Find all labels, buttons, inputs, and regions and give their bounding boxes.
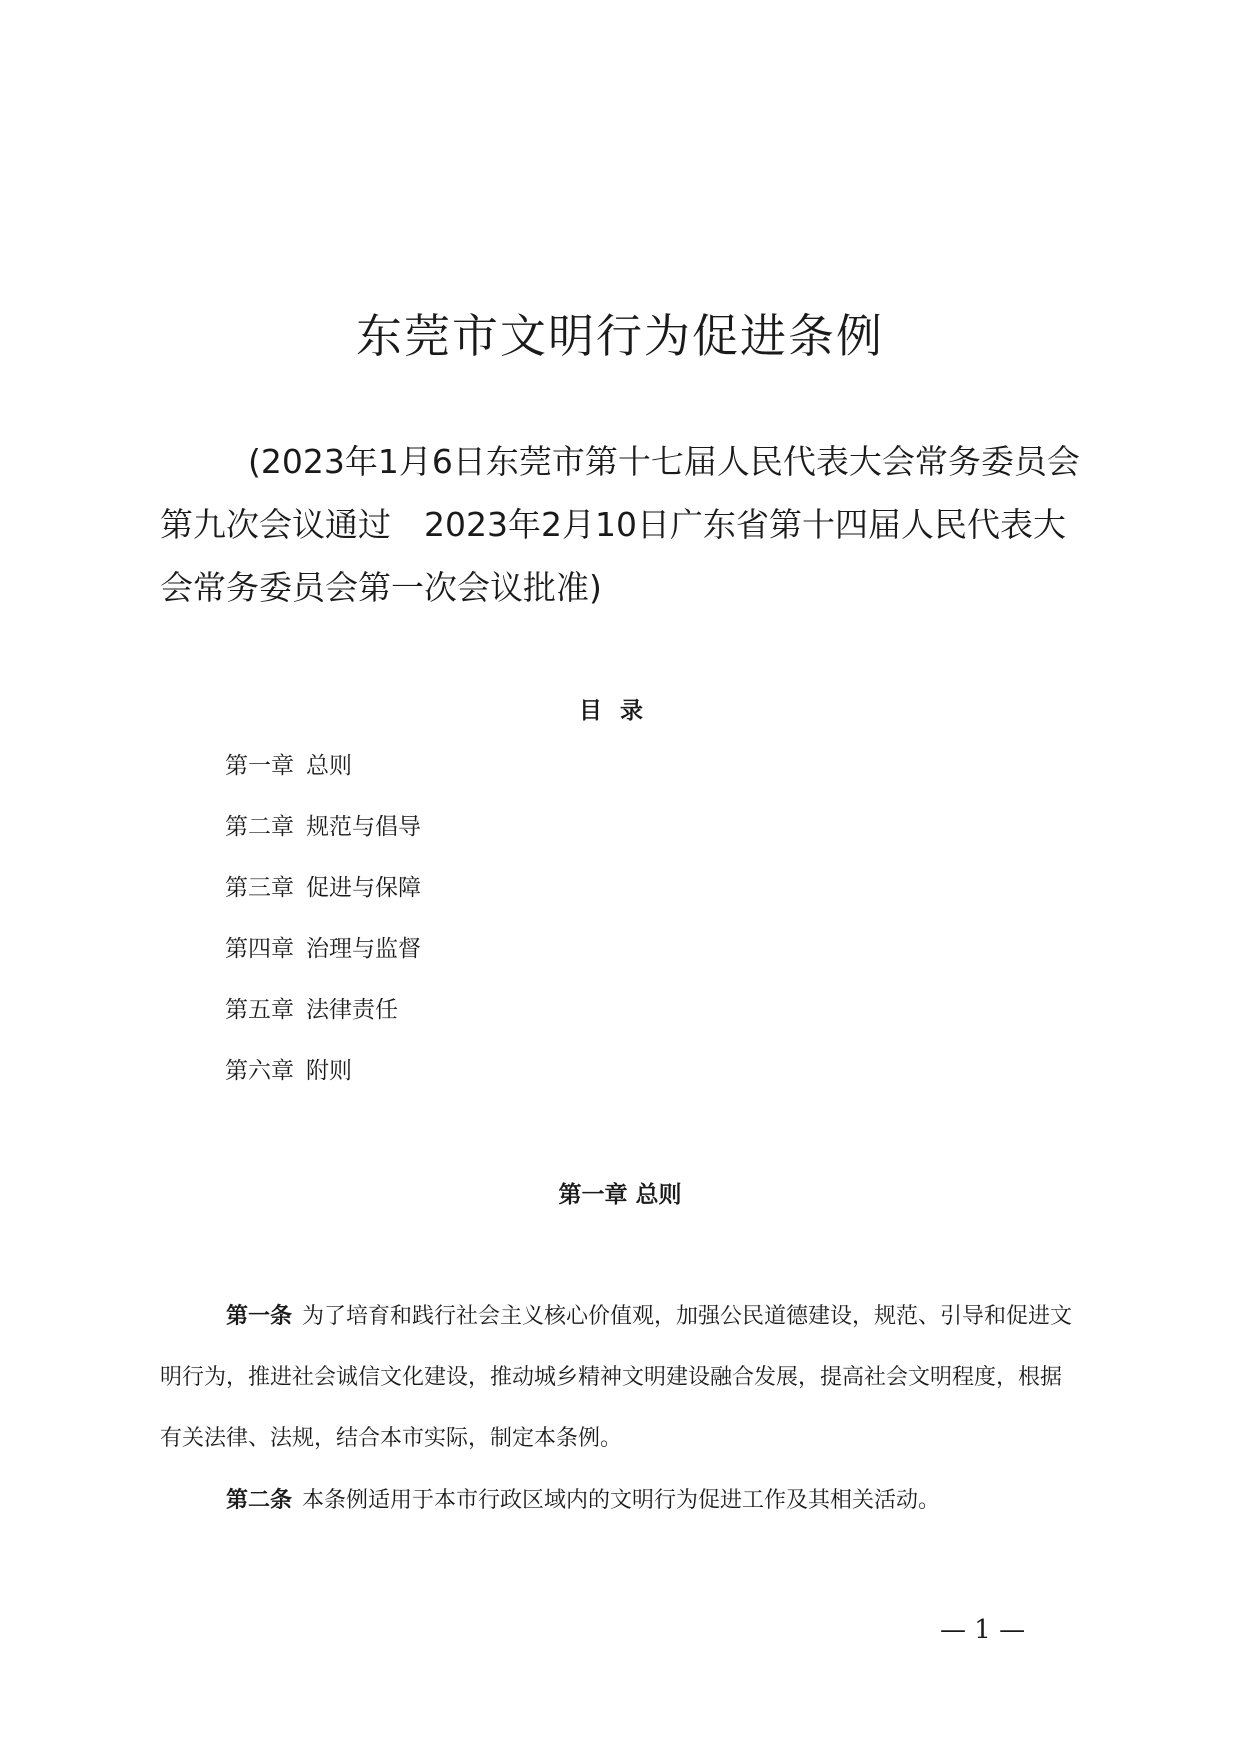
toc-chapter-name: 附则 bbox=[306, 1058, 352, 1084]
toc-chapter-number: 第三章 bbox=[225, 875, 294, 901]
toc-chapter-name: 规范与倡导 bbox=[306, 814, 421, 840]
document-subtitle: (2023年1月6日东莞市第十七届人民代表大会常务委员会第九次会议通过 2023年2月10日广东省第十四届人民代表大会常务委员会第一次会议批准) bbox=[160, 442, 1080, 607]
toc-chapter-number: 第二章 bbox=[225, 814, 294, 840]
article-text: 本条例适用于本市行政区域内的文明行为促进工作及其相关活动。 bbox=[302, 1488, 941, 1513]
toc-chapter-number: 第六章 bbox=[225, 1058, 294, 1084]
chapter-name: 总则 bbox=[635, 1182, 682, 1208]
toc-chapter-number: 第一章 bbox=[225, 753, 294, 779]
chapter-number: 第一章 bbox=[558, 1182, 628, 1208]
page-number: — 1 — bbox=[940, 1615, 1026, 1645]
toc-item[interactable] bbox=[225, 813, 421, 874]
toc-chapter-number: 第四章 bbox=[225, 936, 294, 962]
toc-chapter-name: 法律责任 bbox=[306, 997, 398, 1023]
table-of-contents bbox=[225, 752, 421, 1118]
article-paragraph bbox=[160, 1286, 1080, 1469]
toc-item[interactable] bbox=[225, 935, 421, 996]
chapter-heading bbox=[0, 1176, 1240, 1209]
toc-chapter-name: 总则 bbox=[306, 753, 352, 779]
toc-chapter-name: 治理与监督 bbox=[306, 936, 421, 962]
article-text: 为了培育和践行社会主义核心价值观，加强公民道德建设，规范、引导和促进文明行为，推进社会诚信文化建设，推动城乡精神文明建设融合发展，提高社会文明程度，根据有关法律、法规，结合本市实际，制定本条例。 bbox=[160, 1304, 1073, 1451]
toc-chapter-number: 第五章 bbox=[225, 997, 294, 1023]
toc-item[interactable] bbox=[225, 1057, 421, 1118]
article-label: 第二条 bbox=[226, 1488, 293, 1513]
document-title: 东莞市文明行为促进条例 bbox=[356, 309, 884, 363]
toc-item[interactable] bbox=[225, 996, 421, 1057]
article-label: 第一条 bbox=[226, 1304, 293, 1329]
toc-item[interactable] bbox=[225, 874, 421, 935]
toc-item[interactable] bbox=[225, 752, 421, 813]
article-paragraph bbox=[160, 1470, 1080, 1531]
toc-chapter-name: 促进与保障 bbox=[306, 875, 421, 901]
toc-heading: 目录 bbox=[579, 698, 661, 724]
